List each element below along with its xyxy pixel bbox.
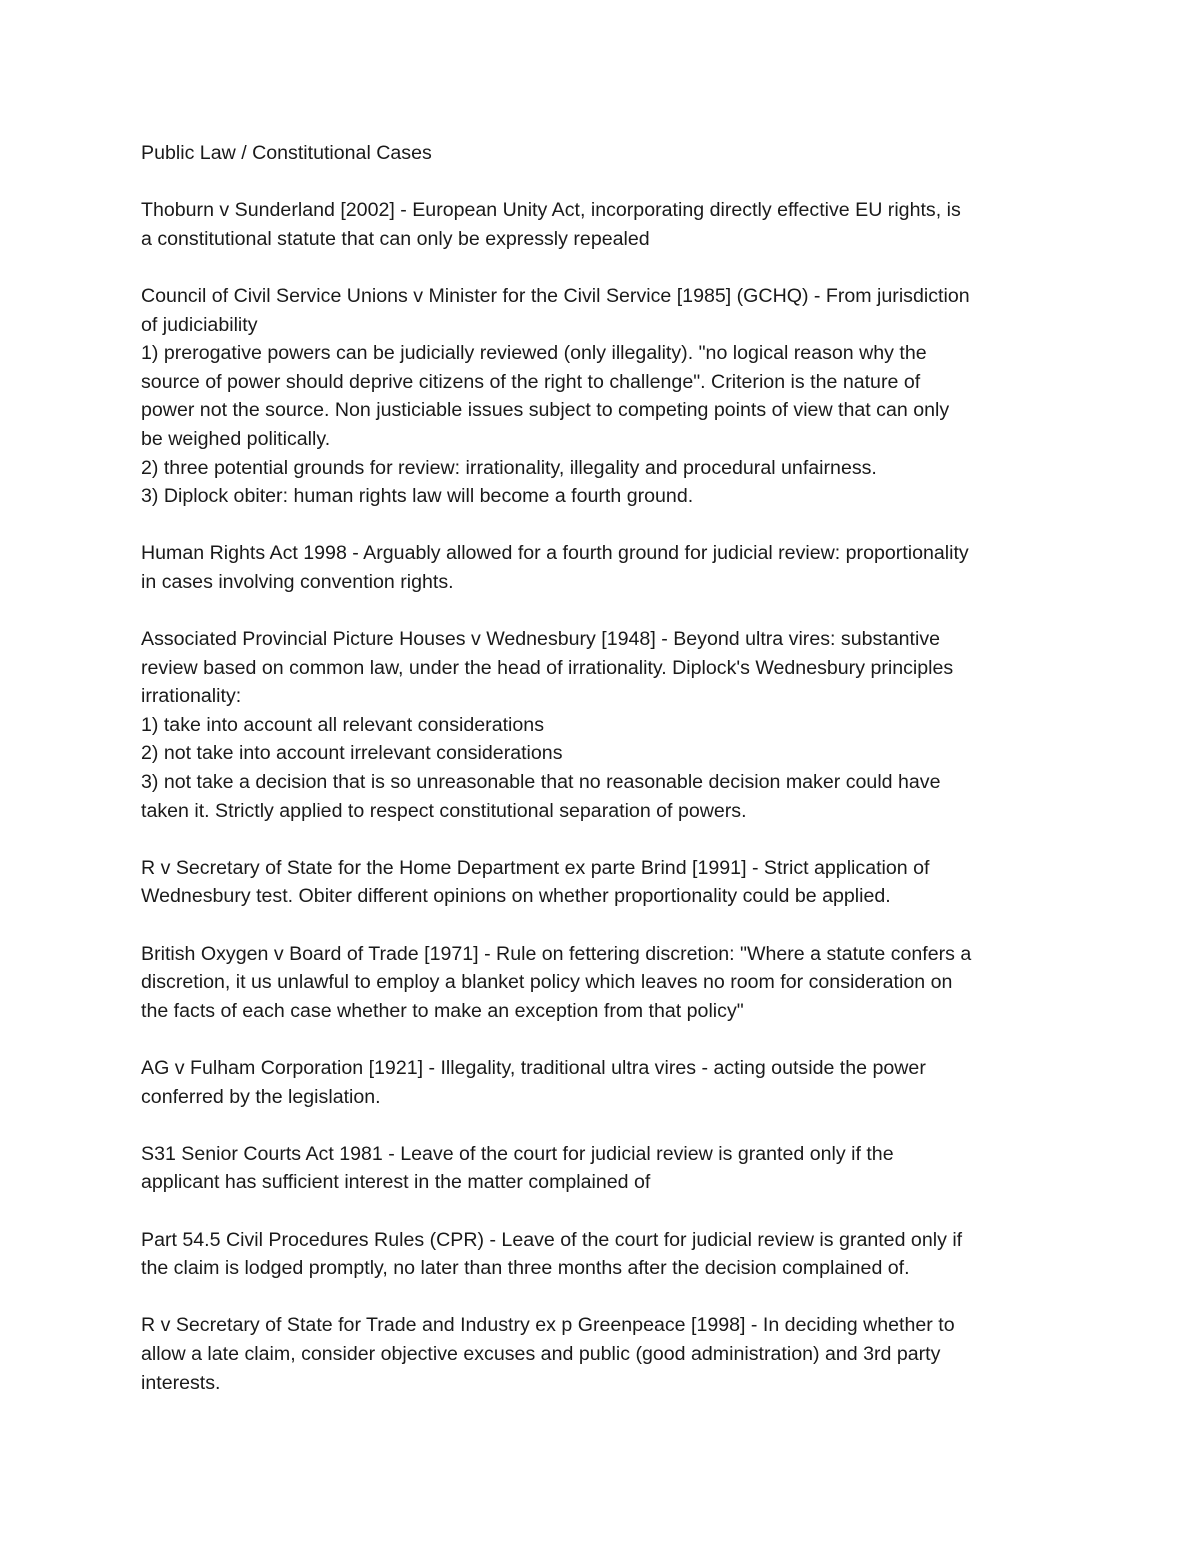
paragraph-line: British Oxygen v Board of Trade [1971] - Rule on fettering discretion: "Where a statute confers a [141, 942, 972, 965]
paragraph [141, 854, 1066, 911]
paragraph-line: AG v Fulham Corporation [1921] - Illegality, traditional ultra vires - acting outside the power [141, 1057, 926, 1079]
paragraph [141, 196, 1066, 253]
paragraph-line: be weighed politically. [141, 427, 331, 450]
paragraph-line: 3) not take a decision that is so unreasonable that no reasonable decision maker could have [141, 771, 941, 794]
paragraph-line: Wednesbury test. Obiter different opinions on whether proportionality could be applied. [141, 885, 891, 908]
paragraph-line: R v Secretary of State for Trade and Industry ex p Greenpeace [1998] - In deciding whether to [141, 1314, 955, 1337]
document-body [141, 139, 1066, 1426]
paragraph-line: interests. [141, 1371, 221, 1394]
paragraph-line: applicant has sufficient interest in the matter complained of [141, 1171, 651, 1194]
paragraph-line: in cases involving convention rights. [141, 570, 454, 593]
paragraph-list [141, 196, 1066, 1397]
paragraph-line: conferred by the legislation. [141, 1085, 381, 1108]
paragraph-line: discretion, it us unlawful to employ a blanket policy which leaves no room for consideration on [141, 971, 953, 994]
paragraph-line: irrationality: [141, 685, 242, 708]
paragraph-line: the facts of each case whether to make an exception from that policy" [141, 999, 744, 1022]
paragraph-line: 1) prerogative powers can be judicially reviewed (only illegality). "no logical reason why the [141, 342, 927, 365]
paragraph [141, 539, 1066, 596]
paragraph-line: Thoburn v Sunderland [2002] - European Unity Act, incorporating directly effective EU rights, is [141, 199, 961, 222]
paragraph-line: the claim is lodged promptly, no later than three months after the decision complained of. [141, 1257, 910, 1280]
paragraph [141, 1140, 1066, 1197]
paragraph-line: 2) three potential grounds for review: irrationality, illegality and procedural unfairness. [141, 456, 877, 479]
paragraph-line: source of power should deprive citizens of the right to challenge". Criterion is the nature of [141, 370, 921, 393]
paragraph-line: power not the source. Non justiciable issues subject to competing points of view that can only [141, 399, 950, 422]
paragraph-line: R v Secretary of State for the Home Department ex parte Brind [1991] - Strict application of [141, 856, 930, 879]
paragraph-line: Council of Civil Service Unions v Minister for the Civil Service [1985] (GCHQ) - From jurisdiction [141, 284, 970, 307]
paragraph-line: of judiciability [141, 313, 258, 336]
paragraph [141, 940, 1066, 1026]
paragraph-line: Part 54.5 Civil Procedures Rules (CPR) - Leave of the court for judicial review is granted only if [141, 1228, 963, 1251]
paragraph-line: allow a late claim, consider objective excuses and public (good administration) and 3rd party [141, 1342, 941, 1365]
paragraph-line: S31 Senior Courts Act 1981 - Leave of the court for judicial review is granted only if the [141, 1142, 894, 1165]
paragraph [141, 1311, 1066, 1397]
paragraph [141, 1226, 1066, 1283]
paragraph [141, 1054, 1066, 1111]
paragraph-line: review based on common law, under the head of irrationality. Diplock's Wednesbury principles [141, 656, 954, 679]
paragraph-line: 3) Diplock obiter: human rights law will become a fourth ground. [141, 485, 694, 508]
document-title: Public Law / Constitutional Cases [141, 142, 432, 164]
paragraph [141, 282, 1066, 511]
paragraph [141, 625, 1066, 825]
paragraph-line: taken it. Strictly applied to respect constitutional separation of powers. [141, 799, 747, 822]
document-title-block [141, 139, 1066, 168]
paragraph-line: 2) not take into account irrelevant considerations [141, 742, 563, 765]
paragraph-line: a constitutional statute that can only be expressly repealed [141, 227, 650, 250]
paragraph-line: Human Rights Act 1998 - Arguably allowed for a fourth ground for judicial review: proportionality [141, 542, 969, 565]
paragraph-line: 1) take into account all relevant considerations [141, 713, 544, 736]
paragraph-line: Associated Provincial Picture Houses v Wednesbury [1948] - Beyond ultra vires: substantive [141, 628, 941, 651]
